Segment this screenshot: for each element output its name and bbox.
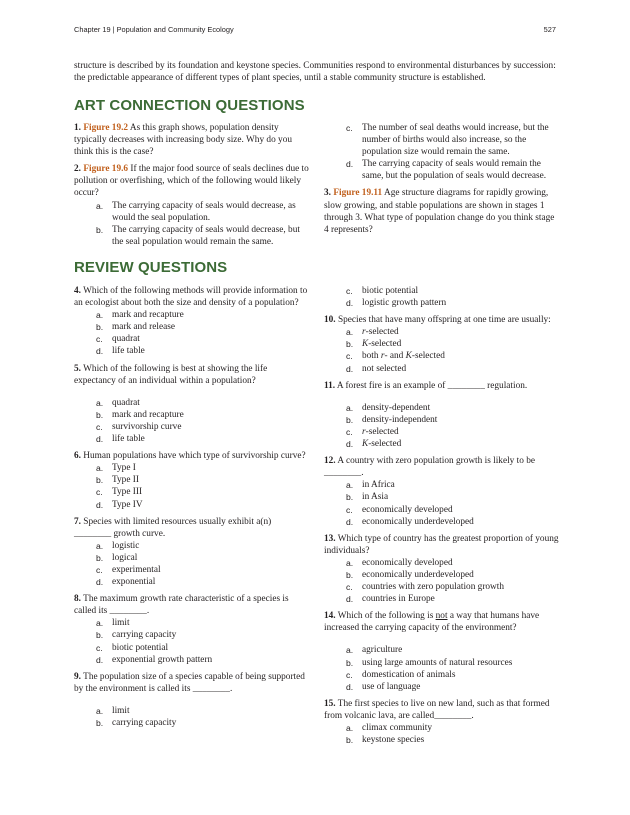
option-list [324, 285, 560, 309]
question-text: A country with zero population growth is likely to be ________. [324, 456, 535, 479]
option-item [324, 338, 560, 350]
option-item [74, 345, 310, 357]
option-letter: b. [96, 322, 104, 333]
question-text: Species with limited resources usually exhibit a(n) ________ growth curve. [74, 516, 272, 539]
question-text: A forest fire is an example of ________ regulation. [335, 380, 528, 391]
figure-link[interactable]: Figure 19.11 [333, 188, 383, 199]
option-text: The carrying capacity of seals would decrease, but the seal population would remain the same. [112, 224, 300, 247]
option-letter: b. [346, 492, 354, 503]
option-letter: a. [346, 480, 354, 491]
option-item [324, 557, 560, 569]
option-letter: b. [96, 475, 104, 486]
option-item [74, 462, 310, 474]
option-text: economically developed [362, 557, 453, 568]
option-italic: K [362, 439, 369, 450]
question-number: 8. [74, 594, 81, 605]
option-letter: c. [346, 351, 353, 362]
intro-paragraph: structure is described by its foundation and keystone species. Communities respond to environmental disturbances by succession: the predictable appearance of different types of plant species, until a stable community structure is established. [74, 61, 556, 84]
option-text: life table [112, 346, 145, 357]
option-list [74, 705, 310, 729]
option-text: keystone species [362, 735, 425, 746]
question-text: Age structure diagrams for rapidly growing, slow growing, and stable populations are shown in stages 1 through 3. What type of population change do you think stage 4 represents? [324, 188, 555, 235]
option-text: density-independent [362, 414, 438, 425]
question-number: 13. [324, 533, 336, 544]
option-item [324, 479, 560, 491]
option-text: domestication of animals [362, 669, 456, 680]
option-text: -selected [411, 351, 445, 362]
question-number: 4. [74, 286, 81, 296]
option-item [324, 158, 560, 182]
option-letter: a. [346, 723, 354, 733]
question-4 [74, 285, 310, 358]
option-item [324, 516, 560, 528]
option-item [74, 564, 310, 576]
figure-link[interactable]: Figure 19.2 [83, 123, 129, 133]
question-number: 9. [74, 671, 81, 682]
option-item [324, 350, 560, 362]
review-questions-heading: REVIEW QUESTIONS [74, 259, 228, 276]
option-letter: b. [346, 657, 354, 668]
option-text: -selected [365, 426, 399, 437]
option-text: carrying capacity [112, 630, 177, 641]
option-item [74, 552, 310, 564]
question-number: 10. [324, 315, 336, 326]
option-list [74, 200, 310, 248]
question-9-continued [324, 285, 560, 309]
option-letter: d. [96, 434, 104, 445]
option-letter: c. [96, 421, 103, 432]
question-2-continued [324, 122, 560, 182]
question-text: Human populations have which type of survivorship curve? [80, 451, 306, 462]
option-text: Type IV [112, 499, 143, 510]
question-3 [324, 187, 560, 235]
option-letter: d. [96, 577, 104, 588]
option-letter: b. [346, 735, 354, 746]
running-head [74, 25, 556, 39]
option-item [74, 421, 310, 433]
option-letter: d. [346, 594, 354, 605]
option-text: economically underdeveloped [362, 569, 474, 580]
question-number: 6. [74, 451, 81, 462]
option-list [74, 397, 310, 445]
option-text: The carrying capacity of seals would remain the same, but the population of seals would decrease. [362, 159, 547, 182]
option-item [74, 409, 310, 421]
option-letter: d. [346, 681, 354, 692]
option-list [324, 644, 560, 692]
option-text: economically underdeveloped [362, 516, 474, 527]
option-text: countries in Europe [362, 594, 435, 605]
question-text: If the major food source of seals declines due to pollution or overfishing, which of the following would likely occur? [74, 164, 309, 199]
option-item [74, 576, 310, 588]
question-9 [74, 671, 310, 729]
option-text: logical [112, 552, 138, 563]
option-item [74, 486, 310, 498]
question-text: The maximum growth rate characteristic of a species is called its ________. [74, 594, 289, 617]
option-item [324, 491, 560, 503]
option-list [324, 722, 560, 746]
option-item [324, 681, 560, 693]
question-12 [324, 455, 560, 528]
option-letter: c. [346, 669, 353, 680]
option-item [324, 722, 560, 734]
option-letter: d. [346, 298, 354, 309]
option-text: mark and release [112, 322, 175, 333]
question-number: 11. [324, 380, 336, 391]
option-item [74, 309, 310, 321]
option-list [74, 309, 310, 357]
option-letter: a. [96, 540, 104, 551]
figure-link[interactable]: Figure 19.6 [83, 164, 129, 175]
option-text: The carrying capacity of seals would decrease, as would the seal population. [112, 200, 296, 223]
option-letter: d. [96, 654, 104, 665]
option-letter: a. [346, 402, 354, 413]
option-text: countries with zero population growth [362, 582, 505, 593]
option-list [74, 617, 310, 665]
art-column-right [324, 122, 560, 241]
option-letter: c. [346, 504, 353, 515]
option-item [324, 581, 560, 593]
option-letter: a. [96, 618, 104, 629]
option-letter: b. [96, 224, 104, 235]
option-letter: d. [346, 363, 354, 374]
option-letter: b. [96, 409, 104, 420]
option-letter: a. [346, 557, 354, 568]
option-letter: c. [96, 334, 103, 345]
question-14 [324, 610, 560, 693]
option-text: quadrat [112, 334, 140, 345]
question-number: 14. [324, 611, 336, 622]
option-letter: c. [346, 286, 353, 296]
option-letter: a. [96, 463, 104, 474]
option-letter: d. [346, 439, 354, 450]
option-text: agriculture [362, 645, 403, 656]
review-column-left [74, 285, 310, 734]
option-italic: K [405, 351, 412, 362]
option-item [74, 433, 310, 445]
option-item [74, 617, 310, 629]
option-item [324, 593, 560, 605]
question-text: Which of the following is [335, 611, 436, 622]
option-italic: r [362, 327, 366, 338]
art-column-left [74, 122, 310, 253]
option-text: mark and recapture [112, 310, 184, 321]
option-text: in Asia [362, 492, 389, 503]
question-text: The first species to live on new land, such as that formed from volcanic lava, are called________. [324, 698, 550, 721]
question-text: Which type of country has the greatest proportion of young individuals? [324, 533, 559, 556]
option-item [324, 669, 560, 681]
question-13 [324, 533, 560, 606]
option-text: Type III [112, 487, 143, 498]
question-number: 2. [74, 164, 81, 175]
option-list [324, 479, 560, 527]
option-item [74, 654, 310, 666]
question-8 [74, 593, 310, 666]
question-11 [324, 380, 560, 450]
option-italic: K [362, 339, 369, 350]
option-text: limit [112, 705, 130, 716]
option-item [324, 657, 560, 669]
option-letter: b. [96, 630, 104, 641]
option-item [74, 540, 310, 552]
option-letter: c. [346, 582, 353, 593]
option-item [74, 474, 310, 486]
option-text: Type I [112, 463, 136, 474]
question-text: As this graph shows, population density typically decreases with increasing body size. Why do you think this is the case? [74, 123, 292, 158]
option-letter: d. [346, 516, 354, 527]
option-item [74, 321, 310, 333]
option-item [74, 200, 310, 224]
question-number: 15. [324, 698, 336, 709]
option-text: logistic [112, 540, 140, 551]
art-connection-heading: ART CONNECTION QUESTIONS [74, 97, 305, 114]
option-text: both [362, 351, 381, 362]
option-list [324, 122, 560, 182]
option-item [324, 426, 560, 438]
option-item [324, 438, 560, 450]
question-6 [74, 450, 310, 510]
option-text: exponential [112, 577, 156, 588]
option-item [74, 224, 310, 248]
option-text: in Africa [362, 480, 395, 491]
option-text: Type II [112, 475, 139, 486]
question-5 [74, 363, 310, 446]
question-15 [324, 698, 560, 746]
option-item [324, 285, 560, 297]
option-letter: c. [96, 642, 103, 653]
option-letter: b. [346, 414, 354, 425]
option-text: experimental [112, 564, 161, 575]
question-number: 5. [74, 363, 81, 374]
option-list [324, 557, 560, 605]
option-text: carrying capacity [112, 718, 177, 728]
question-10 [324, 314, 560, 374]
question-text: The population size of a species capable of being supported by the environment is called its ________. [74, 671, 305, 694]
question-number: 1. [74, 123, 81, 133]
option-item [74, 629, 310, 641]
option-text: -selected [368, 339, 402, 350]
question-number: 7. [74, 516, 81, 527]
option-letter: a. [346, 327, 354, 338]
option-text: life table [112, 434, 145, 445]
option-item [74, 705, 310, 717]
option-text: exponential growth pattern [112, 654, 213, 665]
option-item [74, 717, 310, 729]
option-list [324, 402, 560, 450]
question-number: 12. [324, 456, 336, 467]
option-text: limit [112, 618, 130, 629]
option-item [324, 363, 560, 375]
option-text: use of language [362, 681, 421, 692]
option-item [324, 297, 560, 309]
option-item [324, 402, 560, 414]
option-letter: c. [346, 426, 353, 437]
option-italic: r [380, 351, 385, 362]
option-text: -selected [368, 439, 402, 450]
option-letter: b. [96, 552, 104, 563]
option-italic: r [362, 426, 366, 437]
option-letter: b. [346, 339, 354, 350]
option-letter: c. [96, 487, 103, 498]
option-letter: a. [96, 397, 104, 408]
option-item [74, 642, 310, 654]
option-item [324, 122, 560, 158]
review-column-right [324, 285, 560, 751]
question-text: Which of the following is best at showing the life expectancy of an individual within a population? [74, 363, 268, 386]
option-text: The number of seal deaths would increase, but the number of births would also increase, so the population size would remain the same. [362, 123, 549, 158]
option-text: using large amounts of natural resources [362, 657, 513, 668]
option-item [324, 569, 560, 581]
option-text: density-dependent [362, 402, 431, 413]
page-number: 527 [543, 25, 556, 34]
option-text: biotic potential [362, 286, 419, 296]
option-text: not selected [362, 363, 407, 374]
option-letter: b. [96, 718, 104, 728]
option-text: economically developed [362, 504, 453, 515]
question-text: Species that have many offspring at one time are usually: [335, 315, 551, 326]
question-7 [74, 516, 310, 589]
question-1 [74, 122, 310, 158]
option-item [74, 397, 310, 409]
option-letter: a. [346, 645, 354, 656]
option-list [74, 462, 310, 510]
question-number: 3. [324, 188, 331, 199]
question-text: Which of the following methods will provide information to an ecologist about both the size and density of a population? [74, 286, 308, 309]
option-list [74, 540, 310, 588]
option-letter: a. [96, 705, 104, 716]
chapter-title: Chapter 19 | Population and Community Ecology [74, 25, 234, 34]
question-text: a way that humans have increased the carrying capacity of the environment? [324, 611, 540, 634]
option-letter: a. [96, 200, 104, 211]
option-item [324, 644, 560, 656]
option-text: -selected [365, 327, 399, 338]
option-item [324, 734, 560, 746]
option-item [74, 333, 310, 345]
option-text: survivorship curve [112, 421, 182, 432]
option-letter: d. [96, 346, 104, 357]
option-text: - and [384, 351, 406, 362]
option-letter: c. [96, 564, 103, 575]
option-text: mark and recapture [112, 409, 184, 420]
option-item [324, 504, 560, 516]
question-2 [74, 163, 310, 248]
option-letter: d. [96, 499, 104, 510]
option-text: climax community [362, 723, 432, 733]
option-letter: a. [96, 310, 104, 321]
option-item [324, 414, 560, 426]
option-letter: c. [346, 123, 353, 133]
option-letter: d. [346, 159, 354, 170]
option-item [74, 499, 310, 511]
question-emphasis: not [435, 611, 448, 622]
option-text: biotic potential [112, 642, 169, 653]
option-text: logistic growth pattern [362, 298, 447, 309]
option-text: quadrat [112, 397, 140, 408]
option-item [324, 326, 560, 338]
option-list [324, 326, 560, 374]
option-letter: b. [346, 569, 354, 580]
